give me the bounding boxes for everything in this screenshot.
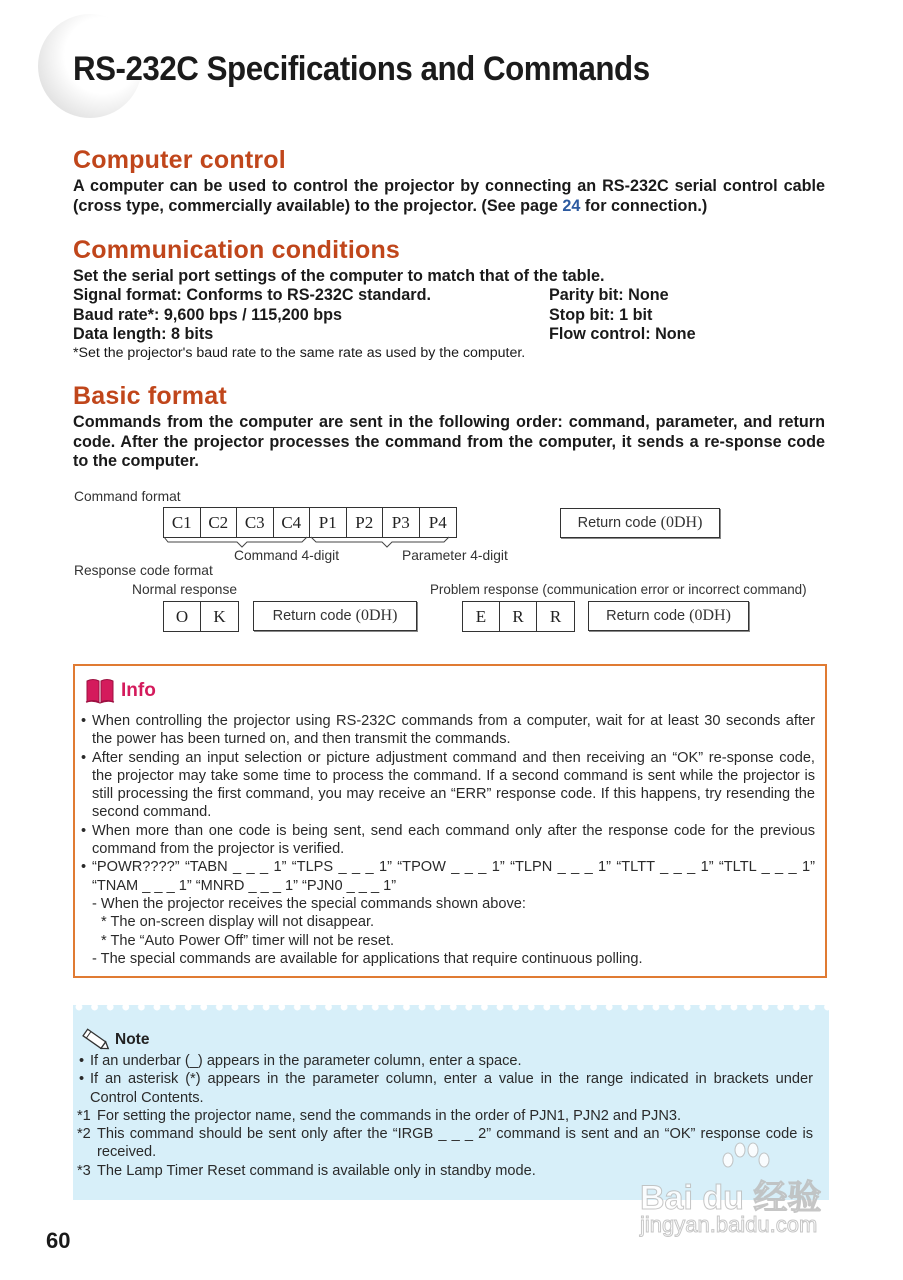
return-code-label: Return code <box>606 608 690 624</box>
basic-format-text: Commands from the computer are sent in the following order: command, parameter, and return code. After the projector processes the command from the computer, it sends a re-sponse code to the computer. <box>73 413 825 470</box>
return-code-value: (0DH) <box>660 514 703 531</box>
watermark-url: jingyan.baidu.com <box>640 1212 818 1237</box>
baud-rate-footnote: *Set the projector's baud rate to the same rate as used by the computer. <box>73 345 526 361</box>
return-code-box <box>588 601 749 631</box>
setting-right: Stop bit: 1 bit <box>549 305 653 324</box>
note-footnote <box>77 1107 813 1125</box>
footnote-text: For setting the projector name, send the commands in the order of PJN1, PJN2 and PJN3. <box>97 1107 682 1124</box>
command-format-label: Command format <box>74 489 181 504</box>
info-item <box>79 712 815 749</box>
response-cell: R <box>549 607 562 626</box>
return-code-box <box>253 601 417 631</box>
dotted-border <box>73 1005 829 1015</box>
watermark <box>640 1140 860 1250</box>
setting-right: Flow control: None <box>549 325 696 343</box>
parameter-cell: P1 <box>310 508 347 537</box>
note-item-text: If an underbar (_) appears in the parameter column, enter a space. <box>90 1053 522 1069</box>
note-title: Note <box>115 1031 150 1048</box>
info-sub-line: - The special commands are available for applications that require continuous polling. <box>92 950 643 967</box>
computer-control-text-part: A computer can be used to control the projector by connecting an RS-232C serial control cable (cross type, commercially available) to the projector. (See page <box>73 177 825 215</box>
footnote-mark: *3 <box>77 1162 91 1179</box>
book-icon <box>85 678 115 704</box>
page-title: RS-232C Specifications and Commands <box>73 50 650 88</box>
setting-row <box>73 306 825 326</box>
normal-response-label: Normal response <box>132 582 238 597</box>
info-box <box>73 664 827 978</box>
response-cell: E <box>463 602 500 631</box>
computer-control-heading: Computer control <box>73 146 286 174</box>
info-sub-line: - When the projector receives the special commands shown above: <box>92 895 526 912</box>
footnote-mark: *2 <box>77 1126 91 1143</box>
info-title: Info <box>121 680 156 701</box>
pencil-icon <box>79 1027 113 1053</box>
return-code-label: Return code <box>577 515 661 531</box>
return-code-value: (0DH) <box>355 607 398 624</box>
command-cell: C3 <box>237 508 274 537</box>
footnote-text: This command should be sent only after the “IRGB _ _ _ 2” command is sent and an “OK” response code is received. <box>97 1126 813 1161</box>
setting-right: Parity bit: None <box>549 286 669 304</box>
communication-intro: Set the serial port settings of the computer to match that of the table. <box>73 267 605 285</box>
info-item-text: “POWR????” “TABN _ _ _ 1” “TLPS _ _ _ 1” “TPOW _ _ _ 1” “TLPN _ _ _ 1” “TLTT _ _ _ 1” “TLTL _ _ _ 1” “TNAM _ _ _ 1” “MNRD _ _ _ 1” “PJN0 _ _ _ 1” <box>92 859 815 894</box>
note-header <box>79 1027 149 1053</box>
parameter-cell: P3 <box>383 508 420 537</box>
footnote-mark: *1 <box>77 1107 91 1124</box>
parameter-cell: P4 <box>428 513 447 532</box>
info-item-text: When controlling the projector using RS-232C commands from a computer, wait for at least 30 seconds after the power has been turned on, and then transmit the commands. <box>92 713 815 748</box>
return-code-value: (0DH) <box>689 607 731 624</box>
parameter-brace-label: Parameter 4-digit <box>402 548 508 563</box>
bullet-icon: • <box>81 713 87 729</box>
command-brace <box>164 537 307 547</box>
info-item-text: When more than one code is being sent, send each command only after the response code for the previous command from the projector is verified. <box>92 822 815 858</box>
note-item <box>77 1052 813 1070</box>
info-list <box>79 712 815 968</box>
communication-settings <box>73 286 825 345</box>
computer-control-text-part: for connection.) <box>580 196 708 215</box>
info-item <box>79 749 815 822</box>
command-cell: C2 <box>201 508 238 537</box>
setting-row <box>73 286 825 306</box>
response-cell: O <box>164 602 201 631</box>
return-code-box <box>560 508 720 538</box>
setting-row <box>73 325 825 345</box>
normal-response-cells <box>163 601 239 632</box>
info-sub-line: * The “Auto Power Off” timer will not be reset. <box>101 932 395 949</box>
setting-left: Signal format: Conforms to RS-232C standard. <box>73 286 431 304</box>
command-cells <box>163 507 457 538</box>
info-item <box>79 822 815 859</box>
return-code-label: Return code <box>272 608 356 624</box>
command-brace-label: Command 4-digit <box>234 548 340 563</box>
communication-heading: Communication conditions <box>73 236 401 264</box>
page-link[interactable]: 24 <box>562 196 581 215</box>
setting-left: Baud rate*: 9,600 bps / 115,200 bps <box>73 305 343 324</box>
problem-response-label: Problem response (communication error or incorrect command) <box>430 582 807 597</box>
info-item <box>79 858 815 895</box>
bullet-icon: • <box>81 749 87 766</box>
watermark-brand: Bai du 经验 <box>640 1179 822 1217</box>
response-format-label: Response code format <box>74 563 213 578</box>
info-sub-line: * The on-screen display will not disappear. <box>101 914 375 931</box>
command-cell: C4 <box>274 508 311 537</box>
command-cell: C1 <box>164 508 201 537</box>
bullet-icon: • <box>81 822 87 839</box>
note-item-text: If an asterisk (*) appears in the parameter column, enter a value in the range indicated in brackets under Control Contents. <box>90 1071 813 1106</box>
response-cell: R <box>500 602 537 631</box>
computer-control-text <box>73 177 825 216</box>
response-cell: K <box>213 607 226 626</box>
info-item-text: After sending an input selection or picture adjustment command and then receiving an “OK” re-sponse code, the projector may take some time to process the command. If a second command is sent while the projector is still processing the first command, you may receive an “ERR” response code. If this happens, try resending the second command. <box>92 749 815 821</box>
bullet-icon: • <box>79 1053 85 1069</box>
setting-left: Data length: 8 bits <box>73 325 214 343</box>
basic-format-heading: Basic format <box>73 382 227 410</box>
parameter-cell: P2 <box>347 508 384 537</box>
bullet-icon: • <box>81 859 87 876</box>
error-response-cells <box>462 601 575 632</box>
footnote-text: The Lamp Timer Reset command is available only in standby mode. <box>97 1162 536 1179</box>
bullet-icon: • <box>79 1071 85 1088</box>
info-header <box>85 678 156 704</box>
note-item <box>77 1070 813 1107</box>
page-number: 60 <box>46 1228 71 1253</box>
parameter-brace <box>311 537 449 547</box>
